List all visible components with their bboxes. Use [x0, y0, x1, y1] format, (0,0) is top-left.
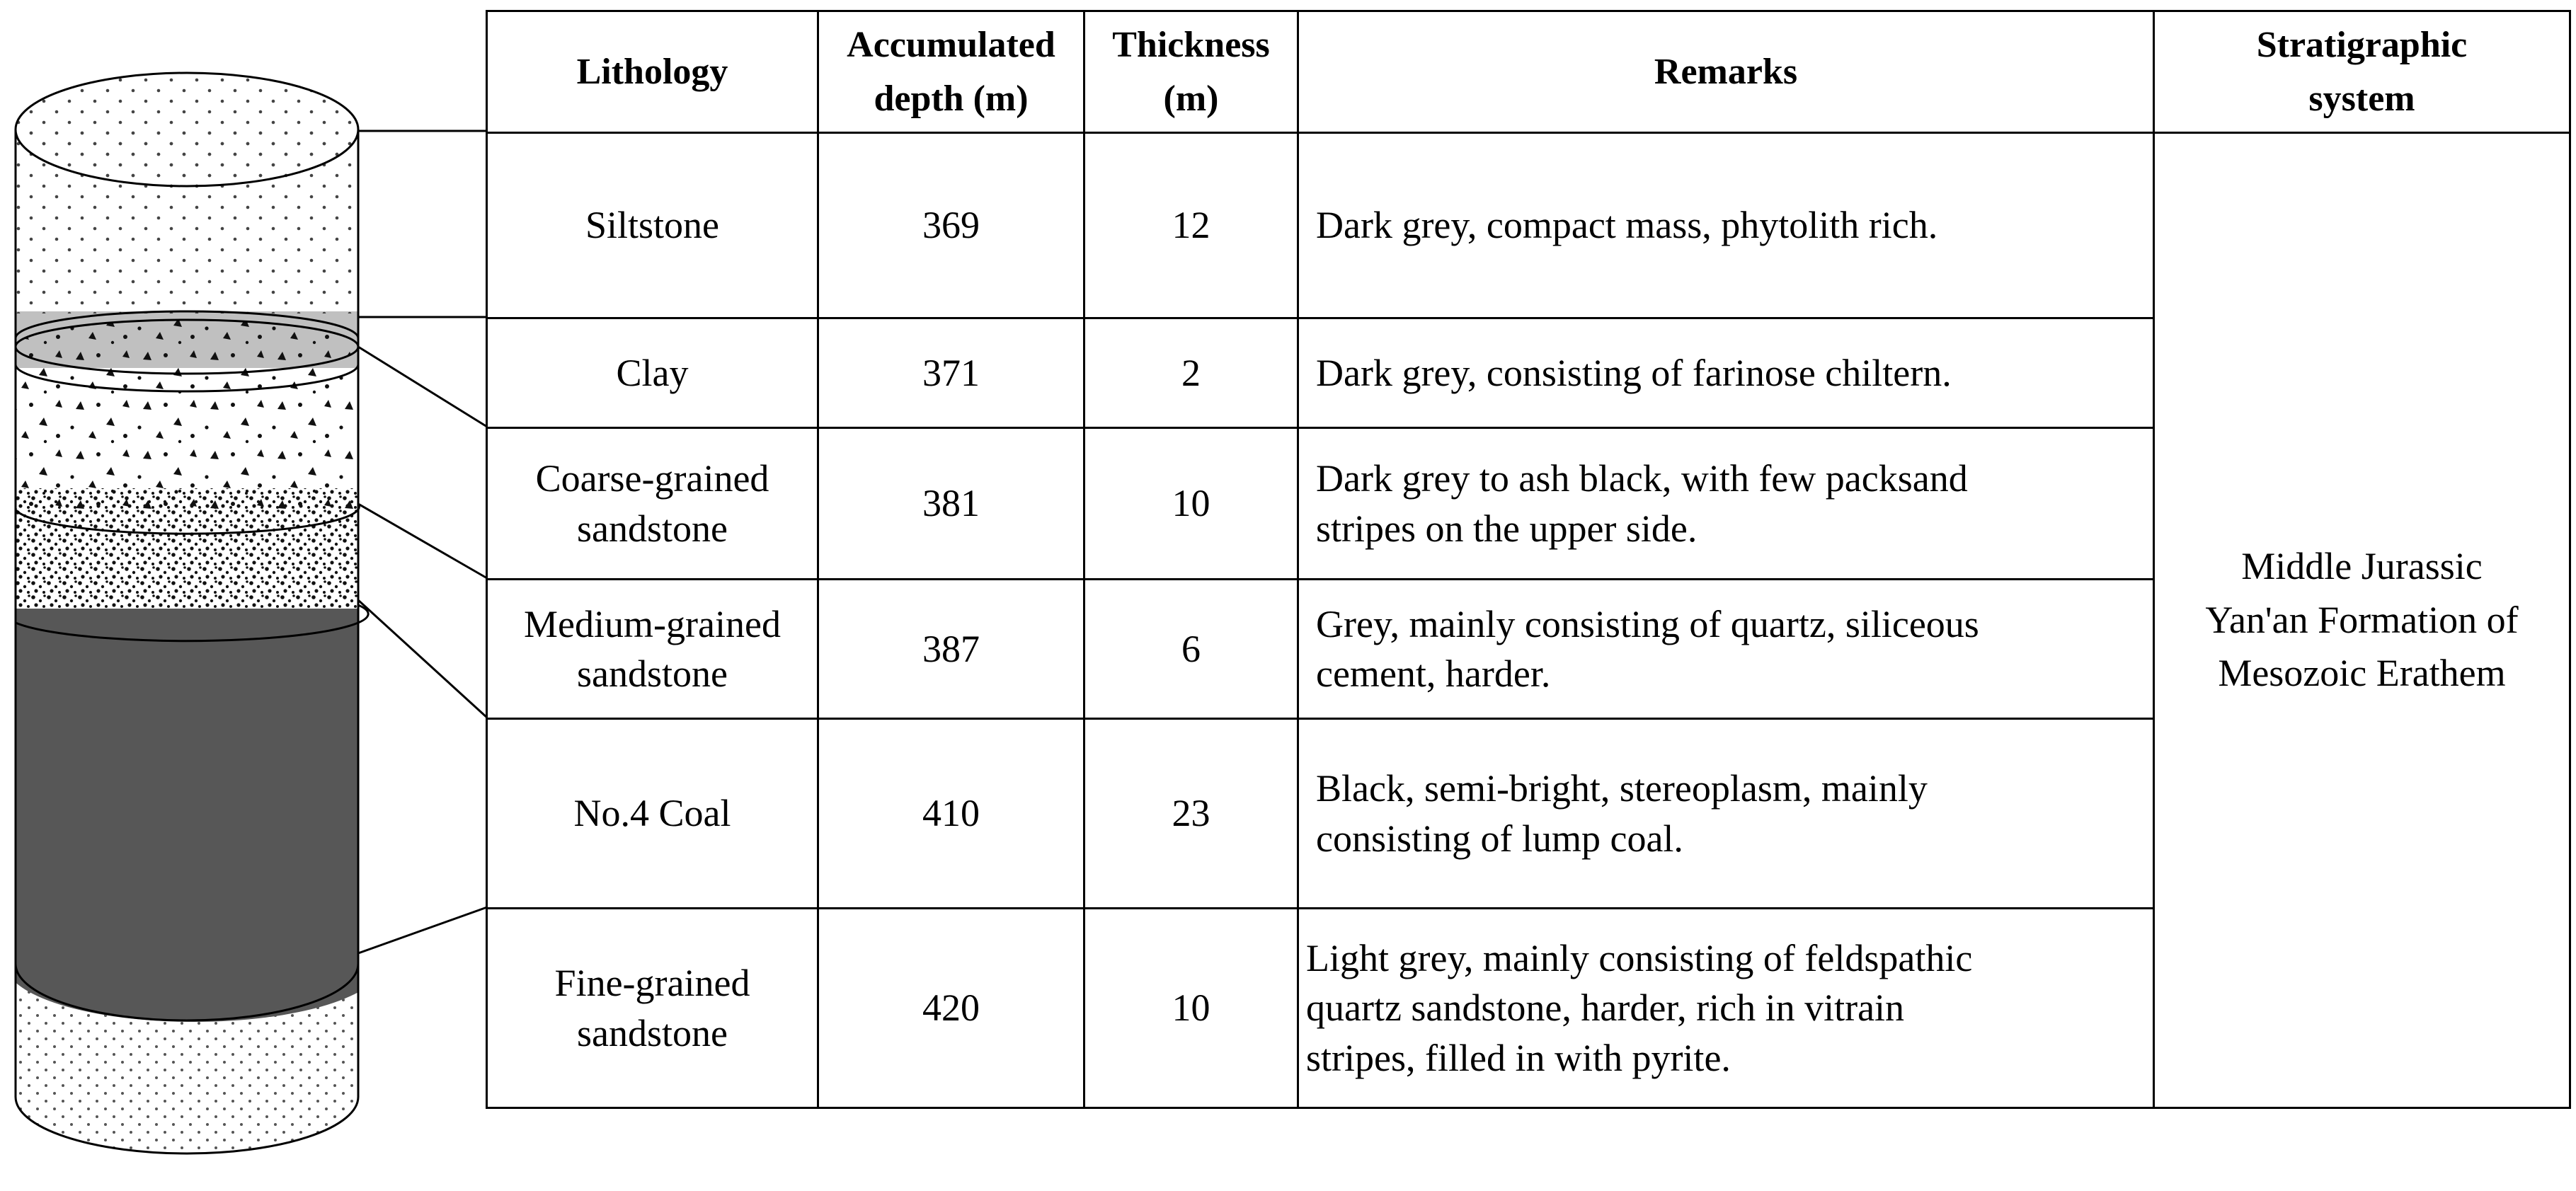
cell-depth: 387: [818, 580, 1084, 719]
table-header-row: [487, 11, 2570, 133]
cell-thickness: 2: [1084, 318, 1298, 428]
header-lithology: Lithology: [487, 11, 818, 133]
table-row: [487, 133, 2570, 318]
header-thickness: Thickness (m): [1084, 11, 1298, 133]
cell-lithology: Siltstone: [487, 133, 818, 318]
header-stratigraphic-system: Stratigraphic system: [2154, 11, 2570, 133]
header-remarks: Remarks: [1298, 11, 2154, 133]
cell-lithology: Clay: [487, 318, 818, 428]
cell-thickness: 10: [1084, 909, 1298, 1108]
stratigraphic-table: [486, 10, 2571, 1109]
cell-thickness: 6: [1084, 580, 1298, 719]
cell-depth: 410: [818, 719, 1084, 909]
cell-depth: 369: [818, 133, 1084, 318]
coarse-sandstone-top-ellipse: [16, 320, 358, 374]
cell-thickness: 23: [1084, 719, 1298, 909]
cell-remarks: Dark grey to ash black, with few packsand stripes on the upper side.: [1298, 428, 2154, 580]
cylinder-top-ellipse: [16, 73, 358, 186]
cell-remarks: Grey, mainly consisting of quartz, siliceous cement, harder.: [1298, 580, 2154, 719]
layer-no4-coal: [0, 609, 382, 1022]
cell-lithology: Fine-grained sandstone: [487, 909, 818, 1108]
connector-lines: [358, 131, 487, 953]
cell-depth: 381: [818, 428, 1084, 580]
cell-lithology: Medium-grained sandstone: [487, 580, 818, 719]
cell-thickness: 10: [1084, 428, 1298, 580]
connector-line-medium-base: [358, 600, 487, 718]
connector-line-clay-base: [358, 347, 487, 427]
cell-remarks: Black, semi-bright, stereoplasm, mainly consisting of lump coal.: [1298, 719, 2154, 909]
connector-line-coarse-base: [358, 504, 487, 578]
cell-thickness: 12: [1084, 133, 1298, 318]
cell-lithology: No.4 Coal: [487, 719, 818, 909]
cell-remarks: Light grey, mainly consisting of feldspathic quartz sandstone, harder, rich in vitrain stripes, filled in with pyrite.: [1298, 909, 2154, 1108]
connector-line-coal-base: [358, 907, 487, 953]
header-accumulated-depth: Accumulated depth (m): [818, 11, 1084, 133]
cell-lithology: Coarse-grained sandstone: [487, 428, 818, 580]
cell-depth: 371: [818, 318, 1084, 428]
cell-depth: 420: [818, 909, 1084, 1108]
cell-remarks: Dark grey, consisting of farinose chiltern.: [1298, 318, 2154, 428]
cell-stratigraphic-system: Middle Jurassic Yan'an Formation of Mesozoic Erathem: [2154, 133, 2570, 1108]
cell-remarks: Dark grey, compact mass, phytolith rich.: [1298, 133, 2154, 318]
